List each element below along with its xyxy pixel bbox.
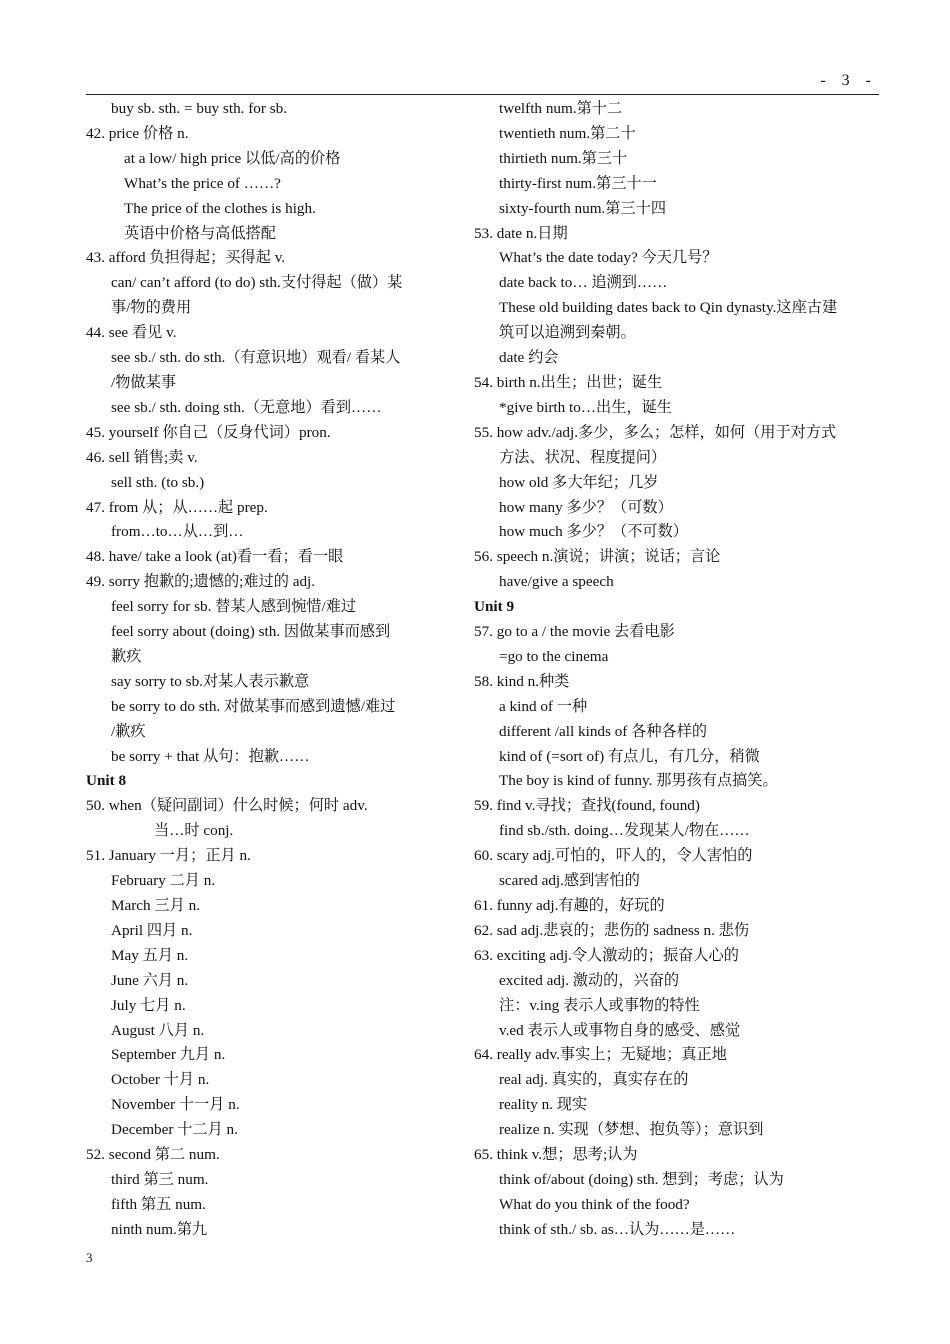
text-line: say sorry to sb.对某人表示歉意 — [111, 672, 310, 690]
text-line: thirty-first num.第三十一 — [499, 174, 657, 192]
text-line: think of/about (doing) sth. 想到；考虑；认为 — [499, 1170, 784, 1188]
text-line: December 十二月 n. — [111, 1121, 238, 1139]
text-line: third 第三 num. — [111, 1170, 209, 1188]
text-line: 58. kind n.种类 — [474, 672, 570, 690]
text-line: a kind of 一种 — [499, 697, 588, 715]
text-line: The boy is kind of funny. 那男孩有点搞笑。 — [499, 772, 778, 790]
text-line: kind of (=sort of) 有点儿，有几分，稍微 — [499, 747, 760, 765]
text-line: see sb./ sth. doing sth.（无意地）看到…… — [111, 398, 382, 416]
text-line: at a low/ high price 以低/高的价格 — [124, 149, 341, 167]
text-line: excited adj. 激动的，兴奋的 — [499, 971, 680, 989]
text-line: 42. price 价格 n. — [86, 124, 189, 142]
text-line: be sorry to do sth. 对做某事而感到遗憾/难过 — [111, 697, 396, 715]
text-line: be sorry + that 从句：抱歉…… — [111, 747, 310, 765]
left-column — [86, 97, 456, 1243]
text-line: scared adj.感到害怕的 — [499, 872, 640, 890]
text-line: realize n. 实现（梦想、抱负等）；意识到 — [499, 1121, 764, 1139]
text-line: 53. date n.日期 — [474, 224, 568, 242]
text-line: /歉疚 — [111, 722, 146, 740]
text-line: November 十一月 n. — [111, 1096, 240, 1114]
text-line: 44. see 看见 v. — [86, 324, 177, 342]
text-line: thirtieth num.第三十 — [499, 149, 628, 167]
text-line: date back to… 追溯到…… — [499, 274, 668, 292]
text-line: sell sth. (to sb.) — [111, 473, 205, 491]
text-line: different /all kinds of 各种各样的 — [499, 722, 708, 740]
text-line: 59. find v.寻找；查找(found, found) — [474, 797, 700, 815]
text-line: how many 多少？（可数） — [499, 498, 673, 516]
text-line: What do you think of the food? — [499, 1195, 690, 1213]
text-line: 事/物的费用 — [111, 299, 192, 317]
text-line: 57. go to a / the movie 去看电影 — [474, 623, 675, 641]
text-line: think of sth./ sb. as…认为……是…… — [499, 1220, 736, 1238]
text-line: from…to…从…到… — [111, 523, 244, 541]
text-line: twentieth num.第二十 — [499, 124, 636, 142]
text-line: February 二月 n. — [111, 872, 216, 890]
text-line: fifth 第五 num. — [111, 1195, 206, 1213]
text-line: What’s the date today? 今天几号？ — [499, 249, 718, 267]
text-line: 46. sell 销售;卖 v. — [86, 448, 198, 466]
text-line: sixty-fourth num.第三十四 — [499, 199, 667, 217]
text-line: June 六月 n. — [111, 971, 189, 989]
text-line: 47. from 从；从……起 prep. — [86, 498, 268, 516]
text-line: 48. have/ take a look (at)看一看；看一眼 — [86, 548, 344, 566]
text-line: April 四月 n. — [111, 921, 193, 939]
page-number-header: - 3 - — [820, 72, 877, 89]
text-line: July 七月 n. — [111, 996, 186, 1014]
unit-heading: Unit 9 — [474, 598, 515, 616]
text-line: feel sorry for sb. 替某人感到惋惜/难过 — [111, 598, 357, 616]
text-line: =go to the cinema — [499, 647, 609, 665]
text-line: August 八月 n. — [111, 1021, 205, 1039]
text-line: These old building dates back to Qin dynasty.这座古建 — [499, 299, 838, 317]
text-line: What’s the price of ……? — [124, 174, 281, 192]
text-line: see sb./ sth. do sth.（有意识地）观看/ 看某人 — [111, 349, 401, 367]
text-line: can/ can’t afford (to do) sth.支付得起（做）某 — [111, 274, 403, 292]
text-line: 55. how adv./adj.多少，多么；怎样，如何（用于对方式 — [474, 423, 837, 441]
text-line: 60. scary adj.可怕的，吓人的，令人害怕的 — [474, 847, 753, 865]
text-line: 英语中价格与高低搭配 — [124, 224, 276, 242]
text-line: 54. birth n.出生；出世；诞生 — [474, 373, 663, 391]
text-line: The price of the clothes is high. — [124, 199, 316, 217]
text-line: /物做某事 — [111, 373, 176, 391]
text-line: date 约会 — [499, 349, 559, 367]
text-line: find sb./sth. doing…发现某人/物在…… — [499, 822, 750, 840]
text-line: twelfth num.第十二 — [499, 100, 623, 117]
text-line: 筑可以追溯到秦朝。 — [499, 324, 636, 342]
text-line: how much 多少？（不可数） — [499, 523, 688, 541]
text-line: buy sb. sth. = buy sth. for sb. — [111, 100, 288, 117]
text-line: 43. afford 负担得起；买得起 v. — [86, 249, 286, 267]
text-line: v.ed 表示人或事物自身的感受、感觉 — [499, 1021, 741, 1039]
text-line: 50. when（疑问副词）什么时候；何时 adv. — [86, 797, 368, 815]
text-line: 51. January 一月；正月 n. — [86, 847, 251, 865]
text-line: March 三月 n. — [111, 897, 200, 914]
text-line: reality n. 现实 — [499, 1096, 588, 1114]
right-column — [474, 97, 879, 1243]
text-line: 49. sorry 抱歉的;遗憾的;难过的 adj. — [86, 573, 316, 591]
text-line: 45. yourself 你自己（反身代词）pron. — [86, 423, 331, 441]
text-line: 注：v.ing 表示人或事物的特性 — [499, 996, 700, 1014]
text-line: 63. exciting adj.令人激动的；振奋人心的 — [474, 946, 739, 964]
text-line: how old 多大年纪；几岁 — [499, 473, 659, 491]
page-number-footer: 3 — [86, 1250, 93, 1265]
text-line: real adj. 真实的，真实存在的 — [499, 1071, 689, 1089]
text-line: 当…时 conj. — [154, 822, 234, 840]
text-line: 歉疚 — [111, 647, 142, 665]
text-line: September 九月 n. — [111, 1046, 226, 1064]
text-line: *give birth to…出生，诞生 — [499, 398, 672, 416]
text-line: ninth num.第九 — [111, 1220, 208, 1238]
text-line: have/give a speech — [499, 573, 614, 591]
text-line: 方法、状况、程度提问） — [499, 448, 667, 466]
text-line: 56. speech n.演说；讲演；说话；言论 — [474, 548, 721, 566]
text-line: 61. funny adj.有趣的，好玩的 — [474, 897, 665, 914]
text-line: feel sorry about (doing) sth. 因做某事而感到 — [111, 623, 391, 641]
text-line: 52. second 第二 num. — [86, 1146, 220, 1164]
text-line: 62. sad adj.悲哀的；悲伤的 sadness n. 悲伤 — [474, 921, 750, 939]
text-line: 65. think v.想；思考;认为 — [474, 1146, 638, 1164]
unit-heading: Unit 8 — [86, 772, 127, 790]
text-line: May 五月 n. — [111, 946, 189, 964]
text-line: October 十月 n. — [111, 1071, 210, 1089]
text-line: 64. really adv.事实上；无疑地；真正地 — [474, 1046, 727, 1064]
header-rule — [86, 94, 879, 95]
